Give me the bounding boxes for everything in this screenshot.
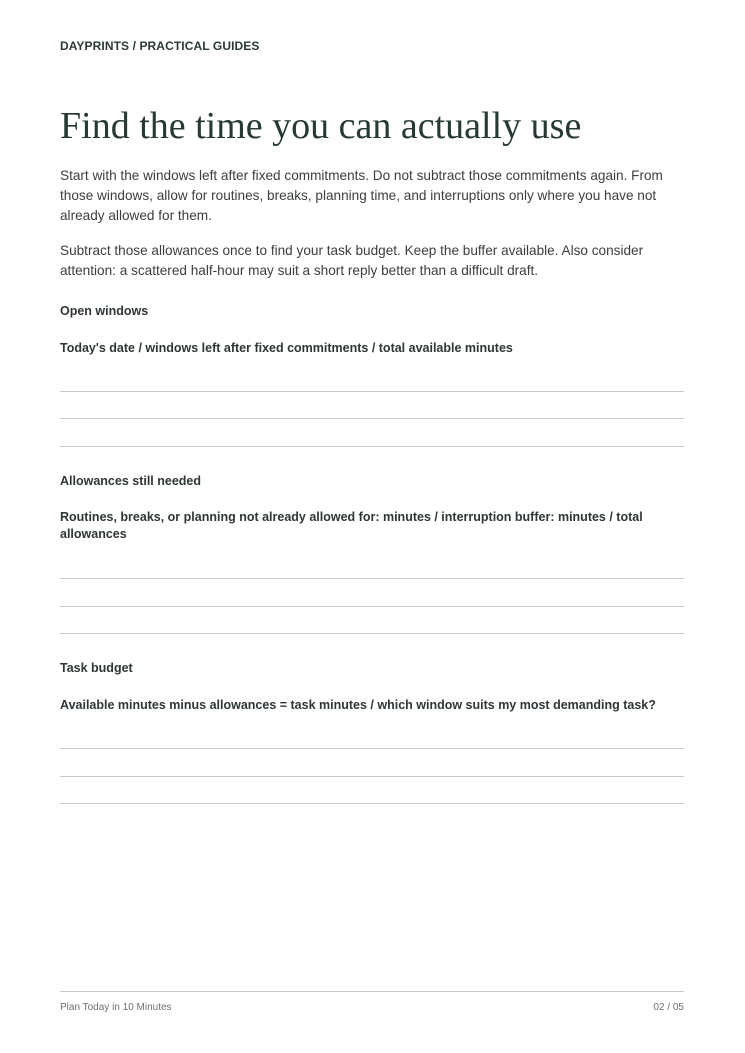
allowances-line-3[interactable] — [60, 633, 684, 634]
open-windows-prompt: Today's date / windows left after fixed commitments / total available minutes — [60, 341, 513, 355]
worksheet-page — [60, 0, 684, 1053]
footer-divider — [60, 991, 684, 992]
open-windows-line-3[interactable] — [60, 446, 684, 447]
task-budget-line-1[interactable] — [60, 748, 684, 749]
intro-paragraph-1: Start with the windows left after fixed commitments. Do not subtract those commitments again. From those windows, allow for routines, breaks, planning time, and interruptions only where you have not already allowed for them. — [60, 168, 663, 223]
open-windows-line-1[interactable] — [60, 391, 684, 392]
allowances-prompt: Routines, breaks, or planning not already allowed for: minutes / interruption buffer: minutes / total allowances — [60, 510, 643, 541]
task-budget-heading: Task budget — [60, 661, 133, 675]
allowances-line-2[interactable] — [60, 606, 684, 607]
intro-paragraph-2: Subtract those allowances once to find your task budget. Keep the buffer available. Also consider attention: a scattered half-hour may suit a short reply better than a difficult draft. — [60, 243, 644, 278]
open-windows-line-2[interactable] — [60, 418, 684, 419]
task-budget-prompt: Available minutes minus allowances = task minutes / which window suits my most demanding task? — [60, 698, 656, 712]
allowances-line-1[interactable] — [60, 578, 684, 579]
open-windows-heading: Open windows — [60, 304, 149, 318]
footer-guide-title: Plan Today in 10 Minutes — [60, 1002, 172, 1013]
task-budget-line-2[interactable] — [60, 776, 684, 777]
page-title: Find the time you can actually use — [60, 105, 582, 147]
allowances-heading: Allowances still needed — [60, 474, 202, 488]
task-budget-line-3[interactable] — [60, 803, 684, 804]
footer-page-number: 02 / 05 — [653, 1002, 684, 1013]
section-kicker: DAYPRINTS / PRACTICAL GUIDES — [60, 39, 260, 53]
